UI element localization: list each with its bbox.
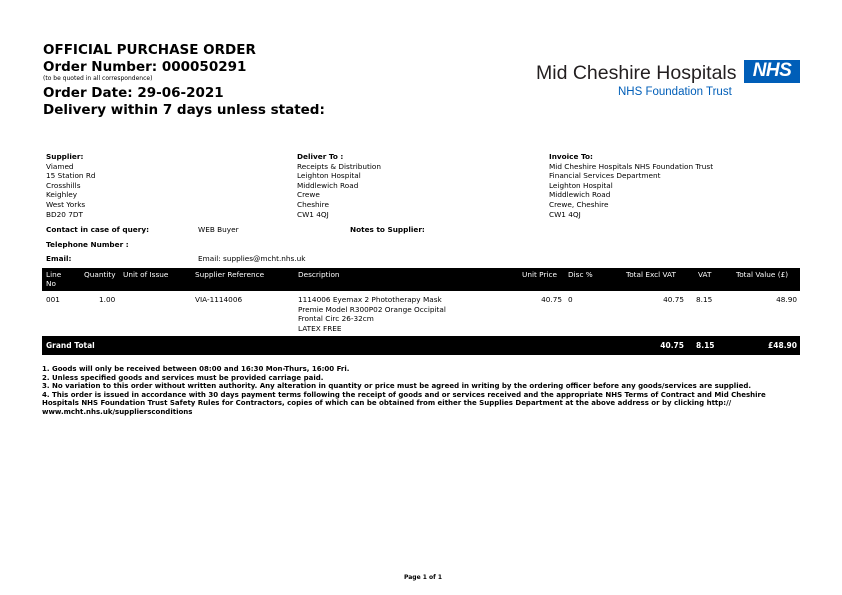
col-total-value: Total Value (£) (736, 270, 789, 279)
deliver-to-line: Leighton Hospital (297, 171, 361, 181)
table-row (42, 295, 800, 335)
col-quantity: Quantity (84, 270, 116, 279)
email-label: Email: (46, 254, 72, 263)
grand-total-row (42, 336, 800, 355)
cell-description-line: 1114006 Eyemax 2 Phototherapy Mask (298, 295, 442, 304)
supplier-line: West Yorks (46, 199, 86, 209)
col-supplier-reference: Supplier Reference (195, 270, 265, 279)
grand-total-vat: 8.15 (696, 341, 715, 350)
cell-disc: 0 (568, 295, 573, 304)
cell-description-line: Premie Model R300P02 Orange Occipital (298, 304, 446, 314)
cell-supplier-reference: VIA-1114006 (195, 295, 243, 304)
note-line: 4. This order is issued in accordance with 30 days payment terms following the receipt of goods and or services received and the appropriate NHS Terms of Contract and Mid Cheshire (42, 390, 766, 399)
terms-notes (42, 365, 766, 417)
supplier-line: BD20 7DT (46, 209, 83, 219)
page-number: Page 1 of 1 (404, 574, 442, 581)
deliver-to-line: Middlewich Road (297, 180, 359, 190)
supplier-line: Crosshills (46, 180, 81, 190)
supplier-line: Keighley (46, 190, 78, 200)
invoice-to-block (549, 152, 713, 219)
deliver-to-line: CW1 4QJ (297, 209, 329, 219)
order-number: Order Number: 000050291 (43, 59, 247, 75)
col-unit-price: Unit Price (522, 270, 557, 279)
invoice-to-line: CW1 4QJ (549, 209, 581, 219)
deliver-to-line: Receipts & Distribution (297, 161, 381, 171)
cell-total-excl-vat: 40.75 (663, 295, 684, 304)
cell-total-value: 48.90 (776, 295, 797, 304)
note-line: 3. No variation to this order without written authority. Any alteration in quantity or price must be agreed in writing by the ordering officer before any goods/services are supplied. (42, 382, 752, 391)
col-disc: Disc % (568, 270, 593, 279)
supplier-label: Supplier: (46, 152, 84, 161)
nhs-badge: NHS (744, 60, 800, 83)
note-line: 1. Goods will only be received between 08:00 and 16:30 Mon-Thurs, 16:00 Fri. (42, 365, 350, 373)
notes-to-supplier-label: Notes to Supplier: (350, 225, 425, 234)
supplier-line: Viamed (46, 161, 74, 171)
cell-vat: 8.15 (696, 295, 713, 304)
grand-total-value: £48.90 (768, 341, 797, 350)
invoice-to-line: Leighton Hospital (549, 180, 613, 190)
col-description: Description (298, 270, 340, 279)
deliver-to-line: Crewe (297, 190, 320, 200)
invoice-to-label: Invoice To: (549, 152, 593, 161)
delivery-note: Delivery within 7 days unless stated: (43, 102, 325, 118)
supplier-line: 15 Station Rd (46, 171, 96, 181)
cell-unit-price: 40.75 (541, 295, 562, 304)
grand-total-excl-vat: 40.75 (660, 341, 684, 350)
cell-description-line: Frontal Circ 26-32cm (298, 314, 374, 324)
email-value: Email: supplies@mcht.nhs.uk (198, 254, 306, 263)
cell-description-line: LATEX FREE (298, 323, 342, 333)
note-line: 2. Unless specified goods and services must be provided carriage paid. (42, 373, 324, 382)
quote-note: (to be quoted in all correspondence) (43, 75, 153, 82)
col-vat: VAT (698, 270, 712, 279)
col-total-excl-vat: Total Excl VAT (626, 270, 676, 279)
deliver-to-label: Deliver To : (297, 152, 344, 161)
telephone-label: Telephone Number : (46, 240, 129, 249)
note-line: Hospitals NHS Foundation Trust Safety Rules for Contractors, copies of which can be obtained from either the Supplies Department at the above address or by clicking http:// (42, 399, 732, 408)
col-unit-of-issue: Unit of Issue (123, 270, 169, 279)
logo-subtitle: NHS Foundation Trust (618, 86, 732, 98)
invoice-to-line: Mid Cheshire Hospitals NHS Foundation Trust (549, 161, 714, 171)
grand-total-label: Grand Total (46, 341, 95, 350)
invoice-to-line: Crewe, Cheshire (549, 199, 609, 209)
logo-name: Mid Cheshire Hospitals (536, 62, 737, 84)
deliver-to-line: Cheshire (297, 199, 329, 209)
order-date: Order Date: 29-06-2021 (43, 85, 224, 101)
col-line: Line No (46, 270, 62, 288)
invoice-to-line: Middlewich Road (549, 190, 611, 200)
deliver-to-block (297, 152, 381, 219)
cell-quantity: 1.00 (99, 295, 116, 304)
supplier-block (46, 152, 96, 219)
invoice-to-line: Financial Services Department (549, 171, 661, 181)
cell-line: 001 (46, 295, 60, 304)
table-header (42, 268, 800, 291)
contact-label: Contact in case of query: (46, 225, 150, 234)
contact-value: WEB Buyer (198, 225, 239, 234)
note-line: www.mcht.nhs.uk/suppliersconditions (42, 407, 193, 416)
document-title: OFFICIAL PURCHASE ORDER (43, 42, 256, 58)
